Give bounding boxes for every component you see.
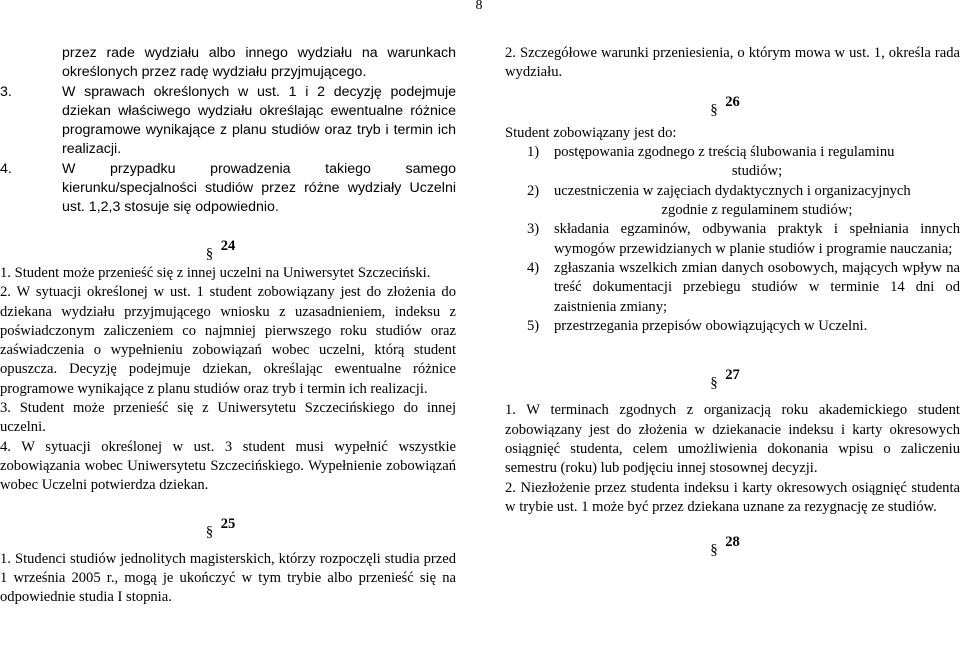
paragraph-3-number: 3.: [0, 83, 12, 100]
list-item-number: 3): [527, 221, 540, 238]
list-item-text: składania egzaminów, odbywania praktyk i spełniania innych wymogów przewidzianych w planie studiów i programie nauczania;: [554, 221, 960, 257]
section-25-point-1: 1. Studenci studiów jednolitych magisterskich, którzy rozpoczęli studia przed 1 września 2005 r., mogą je ukończyć w tym trybie albo przenieść się na odpowiednie studia I stopnia.: [0, 550, 456, 606]
list-item-number: 2): [527, 182, 540, 199]
section-27-point-2: 2. Niezłożenie przez studenta indeksu i karty okresowych osiągnięć studenta w trybie ust. 1 może być przez dziekana uznane za rezygnację ze studiów.: [505, 479, 960, 515]
list-item-text: zgłaszania wszelkich zmian danych osobowych, mających wpływ na treść dokumentacji przebiegu studiów w terminie 14 dni od zaistnienia zmiany;: [554, 259, 960, 315]
section-27-point-1: 1. W terminach zgodnych z organizacją roku akademickiego student zobowiązany jest do złożenia w dziekanacie indeksu i karty okresowych osiągnięć studenta, celem umożliwienia dokonania wpisu o zaliczeniu semestru (roku) lub podjęciu innej stosownej decyzji.: [505, 402, 960, 477]
section-25-point-2: 2. Szczegółowe warunki przeniesienia, o którym mowa w ust. 1, określa rada wydziału.: [505, 45, 960, 81]
list-item-number: 5): [527, 317, 540, 334]
section-heading-28: [505, 533, 960, 552]
list-item-text: uczestniczenia w zajęciach dydaktycznych i organizacyjnych: [554, 182, 911, 199]
list-item-text: postępowania zgodnego z treścią ślubowania i regulaminu: [554, 144, 895, 161]
paragraph-3: [0, 83, 456, 160]
page-number: 8: [475, 0, 483, 13]
section-24-point-1: 1. Student może przenieść się z innej uczelni na Uniwersytet Szczeciński.: [0, 264, 431, 281]
list-item: [505, 259, 960, 317]
section-24-point-3: 3. Student może przenieść się z Uniwersytetu Szczecińskiego do innej uczelni.: [0, 400, 456, 436]
left-column: [0, 44, 456, 608]
section-number-26: § 26: [725, 93, 740, 112]
list-item-text: przestrzegania przepisów obowiązujących w Uczelni.: [554, 317, 868, 334]
list-item-number: 4): [527, 259, 540, 276]
section-heading-27: [505, 366, 960, 385]
section-heading-25: [0, 515, 456, 534]
section-heading-26: [505, 93, 960, 112]
list-item-continuation: studiów;: [731, 163, 783, 180]
section-number-24: § 24: [221, 237, 236, 256]
paragraph-4-number: 4.: [0, 160, 12, 177]
list-item: [505, 220, 960, 259]
paragraph-4: [0, 160, 456, 218]
section-number-25: § 25: [221, 515, 236, 534]
section-26-intro: Student zobowiązany jest do:: [505, 124, 677, 141]
list-item: [505, 317, 960, 336]
paragraph-continuation: przez rade wydziału albo innego wydziału na warunkach określonych przez radę wydziału przyjmującego.: [62, 45, 456, 81]
section-24-point-4: 4. W sytuacji określonej w ust. 3 student musi wypełnić wszystkie zobowiązania wobec Uniwersytetu Szczecińskiego. Wypełnienie zobowiązań wobec Uczelni potwierdza dziekan.: [0, 438, 456, 494]
right-column: [505, 44, 960, 553]
list-item: [505, 182, 960, 221]
section-26-list: [505, 143, 960, 336]
list-item-number: 1): [527, 144, 540, 161]
section-24-point-2: 2. W sytuacji określonej w ust. 1 student zobowiązany jest do złożenia do dziekana wydziału przyjmującego wniosku z uzasadnieniem, indeksu z poświadczonym zaliczeniem co najmniej pierwszego roku studiów oraz zaświadczenia o wypełnieniu zobowiązań wobec uczelni, którą student opuszcza. Decyzję podejmuje dziekan, określając ewentualne różnice programowe wynikające z planu studiów oraz tryb i termin ich realizacji.: [0, 284, 456, 397]
paragraph-3-text: W sprawach określonych w ust. 1 i 2 decyzję podejmuje dziekan właściwego wydziału określając ewentualne różnice programowe wynikające z planu studiów oraz tryb i termin ich realizacji.: [62, 83, 456, 158]
section-heading-24: [0, 237, 456, 256]
section-number-28: § 28: [725, 533, 740, 552]
list-item-continuation: zgodnie z regulaminem studiów;: [661, 202, 853, 219]
section-number-27: § 27: [725, 366, 740, 385]
paragraph-4-text: W przypadku prowadzenia takiego samego kierunku/specjalności studiów przez różne wydziały Uczelni ust. 1,2,3 stosuje się odpowiednio.: [62, 160, 456, 216]
list-item: [505, 143, 960, 182]
